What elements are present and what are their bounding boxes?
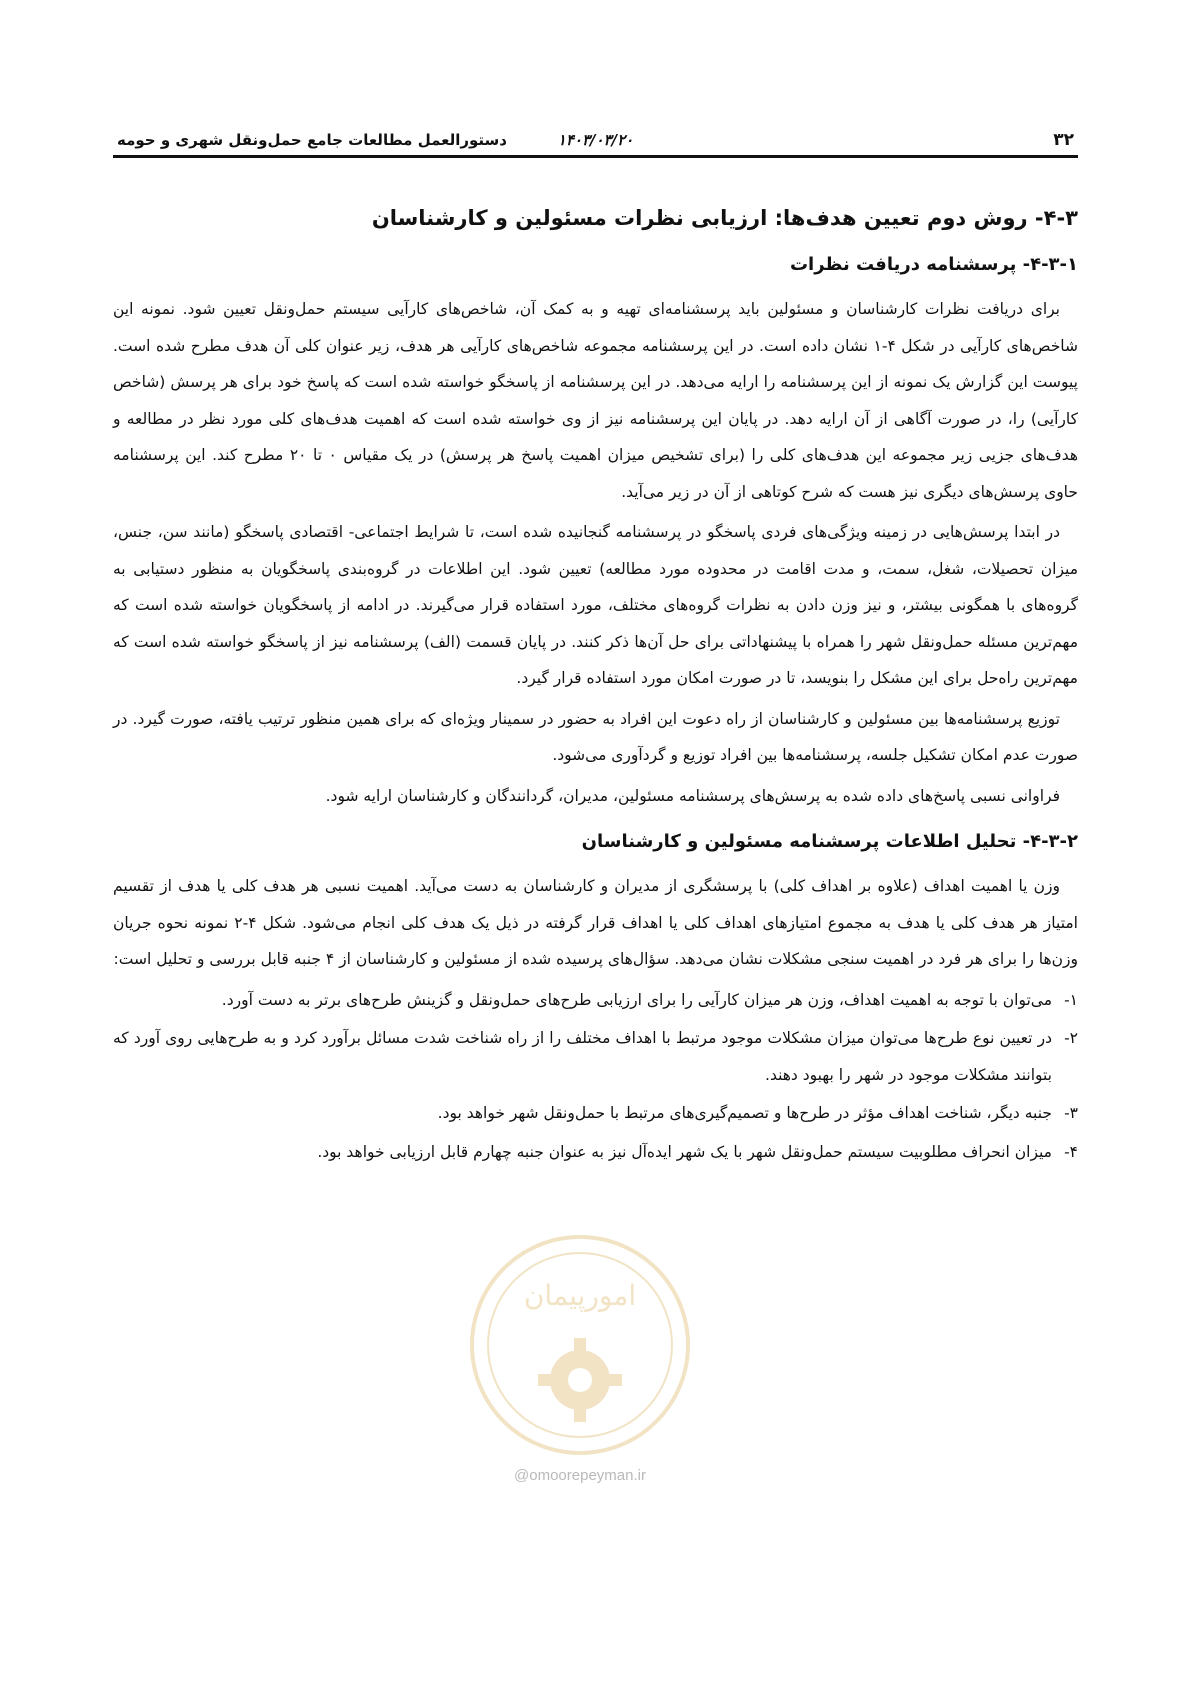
page-number: ۳۲ — [1053, 130, 1074, 150]
page-header — [113, 125, 1078, 158]
list-item — [113, 1020, 1078, 1093]
list-item-number: ۴- — [1064, 1142, 1078, 1161]
list-item — [113, 1134, 1078, 1171]
document-title: دستورالعمل مطالعات جامع حمل‌ونقل شهری و حومه — [117, 131, 507, 149]
list-item-text: جنبه دیگر، شناخت اهداف مؤثر در طرح‌ها و تصمیم‌گیری‌های مرتبط با حمل‌ونقل شهر خواهد بود. — [437, 1104, 1052, 1122]
watermark-logo-text: امورپیمان — [523, 1279, 637, 1312]
aspects-list — [113, 982, 1078, 1171]
header-date: ۱۴۰۳/۰۳/۲۰ — [557, 131, 634, 149]
paragraph-2: در ابتدا پرسش‌هایی در زمینه ویژگی‌های فردی پاسخگو در پرسشنامه گنجانیده شده است، تا شرایط اجتماعی- اقتصادی پاسخگو (مانند سن، جنس، میزان تحصیلات، شغل، سمت، و مدت اقامت در محدوده مورد مطالعه) تعیین شود. این اطلاعات در گروه‌بندی پاسخگویان به منظور دستیابی به گروه‌های با همگونی بیشتر، و نیز وزن دادن به نظرات گروه‌های مختلف، مورد استفاده قرار می‌گیرند. در ادامه از پاسخگویان خواسته شده است که مهم‌ترین مسئله حمل‌ونقل شهر را همراه با پیشنهاداتی برای حل آن‌ها ذکر کنند. در پایان قسمت (الف) پرسشنامه نیز از پاسخگو خواسته شده است که مهم‌ترین راه‌حل برای این مشکل را بنویسد، تا در صورت امکان مورد استفاده قرار گیرد. — [113, 523, 1078, 687]
list-item — [113, 1095, 1078, 1132]
list-item-text: در تعیین نوع طرح‌ها می‌توان میزان مشکلات موجود مرتبط با اهداف مختلف را از راه شناخت شدت مسائل برآورد کرد و به طرح‌هایی روی آورد که بتوانند مشکلات موجود در شهر را بهبود دهند. — [113, 1029, 1052, 1084]
subsection-1-title: ۴-۳-۱- پرسشنامه دریافت نظرات — [789, 254, 1078, 275]
section-title: ۴-۳- روش دوم تعیین هدف‌ها: ارزیابی نظرات مسئولین و کارشناسان — [371, 206, 1078, 230]
document-body — [113, 203, 1078, 1172]
paragraph-4: فراوانی نسبی پاسخ‌های داده شده به پرسش‌های پرسشنامه مسئولین، مدیران، گردانندگان و کارشناسان ارایه شود. — [325, 786, 1060, 805]
watermark-logo — [465, 1230, 695, 1460]
paragraph-1: برای دریافت نظرات کارشناسان و مسئولین باید پرسشنامه‌ای تهیه و به کمک آن، شاخص‌های کارآیی سیستم حمل‌ونقل تعیین شود. نمونه این شاخص‌های کارآیی در شکل ۴-۱ نشان داده است. در این پرسشنامه مجموعه شاخص‌های کارآیی هر هدف، زیر عنوان کلی آن هدف مطرح شده است. پیوست این گزارش یک نمونه از این پرسشنامه را ارایه می‌دهد. در این پرسشنامه از پاسخگو خواسته شده است که پاسخ خود برای هر پرسش (شاخص کارآیی) را، در صورت آگاهی از آن ارایه دهد. در پایان این پرسشنامه نیز از وی خواسته شده است که اهمیت هدف‌های کلی مورد نظر در مطالعه و هدف‌های جزیی زیر مجموعه این هدف‌های کلی را (برای تشخیص میزان اهمیت پاسخ هر پرسش) در یک مقیاس ۰ تا ۲۰ مطرح کند. این پرسشنامه حاوی پرسش‌های دیگری نیز هست که شرح کوتاهی از آن در زیر می‌آید. — [113, 300, 1079, 501]
list-item-number: ۳- — [1064, 1104, 1078, 1122]
list-item-text: می‌توان با توجه به اهمیت اهداف، وزن هر میزان کارآیی را برای ارزیابی طرح‌های حمل‌ونقل و گزینش طرح‌های برتر به دست آورد. — [221, 990, 1052, 1009]
list-item-number: ۲- — [1064, 1029, 1078, 1047]
paragraph-3: توزیع پرسشنامه‌ها بین مسئولین و کارشناسان از راه دعوت این افراد به حضور در سمینار ویژه‌ای که برای همین منظور ترتیب یافته، صورت گیرد. در صورت عدم امکان تشکیل جلسه، پرسشنامه‌ها بین افراد توزیع و گردآوری می‌شود. — [113, 709, 1078, 764]
watermark-url: @omoorepeyman.ir — [514, 1467, 646, 1484]
subsection-2-title: ۴-۳-۲- تحلیل اطلاعات پرسشنامه مسئولین و کارشناسان — [581, 831, 1078, 852]
paragraph-5: وزن یا اهمیت اهداف (علاوه بر اهداف کلی) با پرسشگری از مدیران و کارشناسان به دست می‌آید. اهمیت نسبی هر هدف کلی یا هدف از تقسیم امتیاز هر هدف کلی یا هدف به مجموع امتیازهای اهداف کلی یا اهداف قرار گرفته در ذیل یک هدف کلی انجام می‌شود. شکل ۴-۲ نمونه نحوه جریان وزن‌ها را برای هر فرد در اهمیت سنجی مشکلات نشان می‌دهد. سؤال‌های پرسیده شده از مسئولین و کارشناسان از ۴ جنبه قابل بررسی و تحلیل است: — [113, 877, 1078, 968]
list-item-number: ۱- — [1064, 990, 1078, 1009]
list-item-text: میزان انحراف مطلوبیت سیستم حمل‌ونقل شهر با یک شهر ایده‌آل نیز به عنوان جنبه چهارم قابل ارزیابی خواهد بود. — [317, 1142, 1052, 1161]
list-item — [113, 982, 1078, 1019]
